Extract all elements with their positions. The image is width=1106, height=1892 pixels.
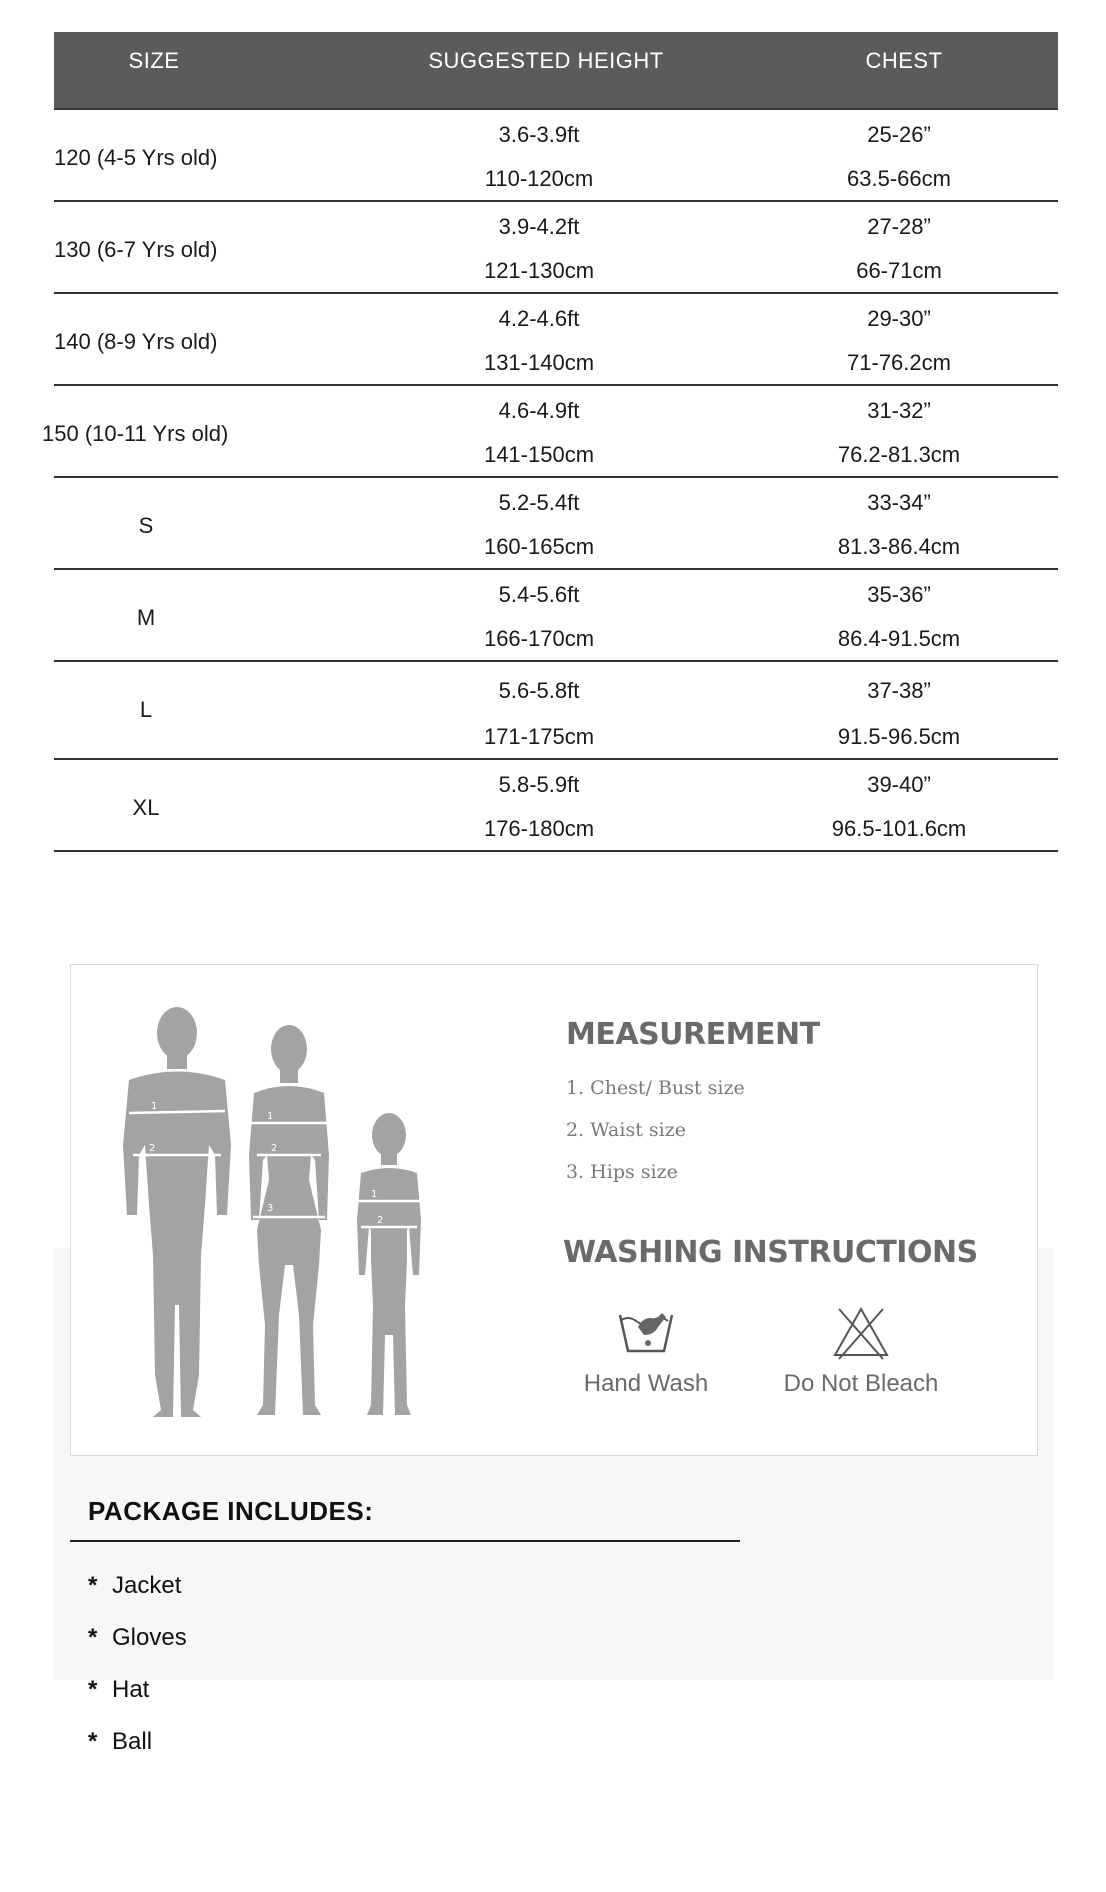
table-row [54,760,1058,852]
measurement-item: 2. Waist size [566,1119,686,1141]
chest-in: 31-32” [867,398,931,423]
height-ft: 3.9-4.2ft [498,214,580,239]
size-chart-header [54,32,1058,110]
height-cm: 176-180cm [483,816,595,841]
height-cell [344,570,734,660]
bullet: * [88,1676,98,1703]
list-item [88,1676,149,1704]
height-ft: 5.4-5.6ft [498,582,580,607]
size-chart-table [42,32,1058,852]
height-ft: 5.2-5.4ft [498,490,580,515]
size-cell: XL [132,795,160,820]
size-cell: 130 (6-7 Yrs old) [54,237,218,262]
chest-cell [694,570,1104,660]
height-cm: 166-170cm [483,626,595,651]
chest-cm: 71-76.2cm [847,350,951,375]
chest-cell [694,478,1104,568]
list-item [88,1728,152,1756]
child-figure [357,1113,421,1415]
mark-label: 2 [149,1143,156,1154]
mark-label: 2 [377,1215,384,1226]
height-cell [344,110,734,200]
chest-cell [694,662,1104,758]
chest-in: 27-28” [867,214,931,239]
woman-figure [249,1025,329,1415]
height-cm: 141-150cm [483,442,595,467]
height-cell [344,662,734,758]
size-cell: 150 (10-11 Yrs old) [42,421,229,446]
header-chest: CHEST [865,48,943,73]
size-cell: S [138,513,154,538]
hand-wash-symbol [571,1305,721,1398]
mark-label: 3 [267,1203,274,1214]
height-cm: 131-140cm [483,350,595,375]
chest-in: 37-38” [867,678,931,703]
do-not-bleach-label: Do Not Bleach [783,1370,939,1397]
header-suggested-height: SUGGESTED HEIGHT [428,48,664,73]
measurement-item: 3. Hips size [566,1161,678,1183]
chest-cm: 86.4-91.5cm [837,626,961,651]
chest-in: 39-40” [867,772,931,797]
list-item [88,1624,187,1652]
package-item-label: Jacket [112,1572,182,1599]
chest-cell [694,202,1104,292]
height-cell [344,386,734,476]
height-cm: 110-120cm [484,166,594,191]
chest-cm: 63.5-66cm [847,166,951,191]
bullet: * [88,1572,98,1599]
chest-cm: 91.5-96.5cm [837,724,961,749]
measurement-item: 1. Chest/ Bust size [566,1077,745,1099]
package-item-label: Ball [112,1728,153,1755]
package-includes-title: PACKAGE INCLUDES: [88,1496,374,1526]
hand-wash-label: Hand Wash [583,1370,709,1397]
chest-cm: 66-71cm [856,258,942,283]
height-cell [344,202,734,292]
measurement-panel [70,964,1038,1456]
man-figure [123,1007,231,1417]
chest-in: 29-30” [867,306,931,331]
height-cell [344,294,734,384]
height-cm: 171-175cm [483,724,595,749]
package-divider [70,1540,740,1542]
height-ft: 5.6-5.8ft [498,678,580,703]
height-ft: 4.2-4.6ft [498,306,580,331]
size-cell: 140 (8-9 Yrs old) [54,329,218,354]
chest-in: 35-36” [867,582,931,607]
table-row [54,294,1058,386]
height-cell [344,478,734,568]
table-row [54,478,1058,570]
bullet: * [88,1728,98,1755]
mark-label: 1 [267,1111,274,1122]
table-row [54,570,1058,662]
chest-cm: 76.2-81.3cm [837,442,961,467]
measurement-title: MEASUREMENT [566,1017,820,1052]
bullet: * [88,1624,98,1651]
package-item-label: Hat [112,1676,150,1703]
chest-in: 33-34” [867,490,931,515]
package-item-label: Gloves [112,1624,187,1651]
height-ft: 4.6-4.9ft [498,398,580,423]
size-cell: L [139,697,153,722]
chest-cell [694,110,1104,200]
height-cell [344,760,734,850]
chest-cell [694,294,1104,384]
table-row [54,110,1058,202]
mark-label: 1 [151,1101,158,1112]
height-cm: 160-165cm [483,534,595,559]
do-not-bleach-icon [829,1305,893,1361]
mark-label: 2 [271,1143,278,1154]
header-size: SIZE [128,48,180,73]
body-figures-illustration [89,1005,465,1435]
size-cell: M [136,605,156,630]
height-ft: 5.8-5.9ft [498,772,580,797]
mark-label: 1 [371,1189,378,1200]
chest-cm: 81.3-86.4cm [837,534,961,559]
table-row [42,386,1058,478]
chest-cell [694,760,1104,850]
height-ft: 3.6-3.9ft [498,122,580,147]
washing-instructions-title: WASHING INSTRUCTIONS [563,1235,978,1270]
no-bleach-symbol [766,1305,956,1398]
size-cell: 120 (4-5 Yrs old) [54,145,218,170]
table-row [54,202,1058,294]
height-cm: 121-130cm [483,258,595,283]
hand-wash-icon [614,1305,678,1361]
chest-in: 25-26” [867,122,931,147]
table-row [54,662,1058,760]
chest-cm: 96.5-101.6cm [831,816,967,841]
list-item [88,1572,181,1600]
chest-cell [694,386,1104,476]
